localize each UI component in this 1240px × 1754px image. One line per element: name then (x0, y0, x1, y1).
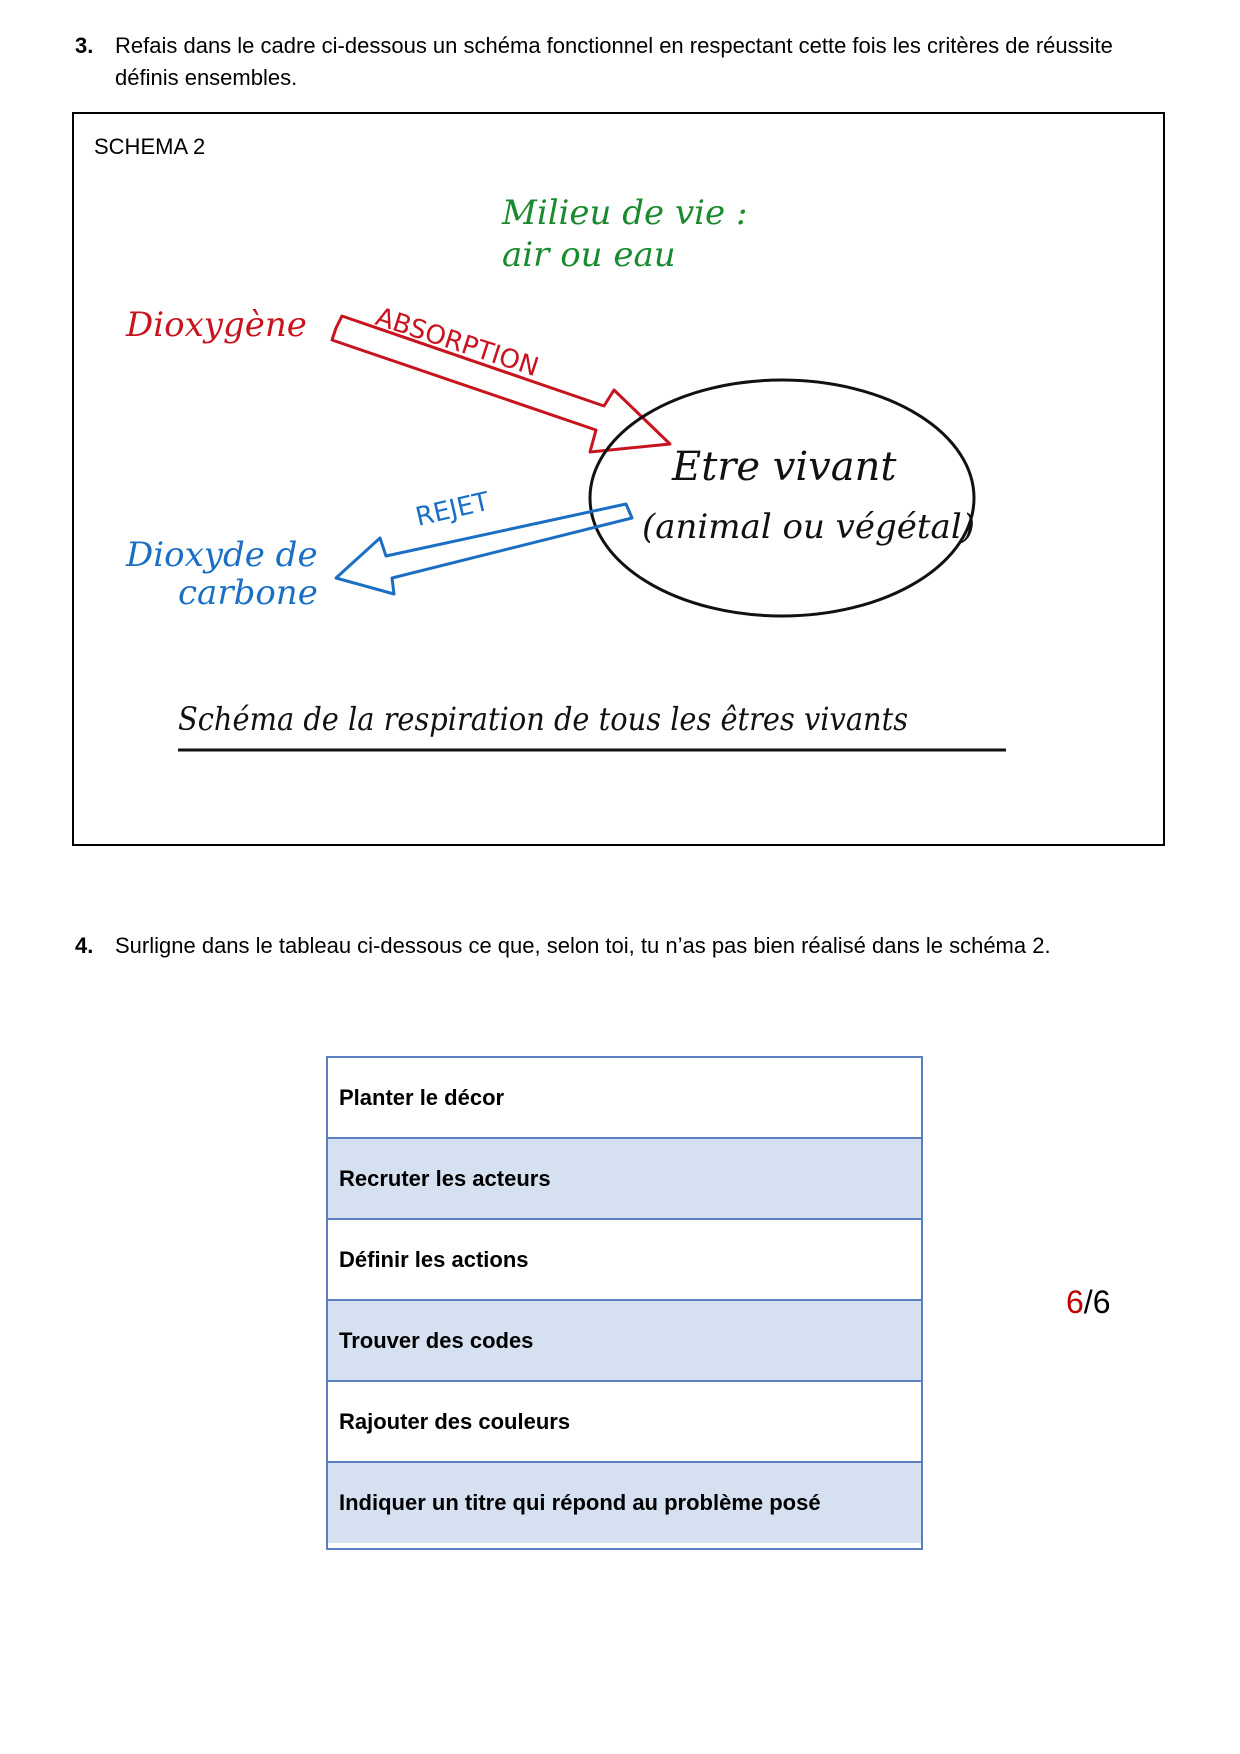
question-4 (75, 930, 1175, 996)
dioxyde-line1: Dioxyde de (126, 535, 318, 575)
etre-vivant-ellipse (590, 380, 974, 616)
milieu-line1: Milieu de vie : (502, 193, 748, 233)
criteria-row[interactable]: Rajouter des couleurs (328, 1382, 921, 1463)
schema-label: SCHEMA 2 (94, 134, 206, 159)
criteria-table (326, 1056, 923, 1550)
question-3-number: 3. (75, 33, 94, 58)
dioxygene-label: Dioxygène (126, 305, 307, 345)
question-4-number: 4. (75, 933, 94, 958)
etre-vivant-line2: (animal ou végétal) (642, 507, 975, 547)
schema-frame (72, 112, 1165, 846)
absorption-label: ABSORPTION (371, 302, 543, 383)
question-4-text: Surligne dans le tableau ci-dessous ce que, selon toi, tu n’as pas bien réalisé dans le schéma 2. (115, 933, 1051, 958)
score (1066, 1284, 1110, 1321)
question-3 (75, 30, 1175, 96)
respiration-diagram (74, 114, 1163, 844)
score-total: /6 (1083, 1284, 1111, 1320)
criteria-row[interactable]: Trouver des codes (328, 1301, 921, 1382)
dioxyde-line2: carbone (178, 573, 318, 613)
criteria-row[interactable]: Planter le décor (328, 1058, 921, 1139)
criteria-row[interactable]: Recruter les acteurs (328, 1139, 921, 1220)
criteria-row[interactable]: Définir les actions (328, 1220, 921, 1301)
score-obtained: 6 (1066, 1284, 1084, 1320)
absorption-arrow (332, 316, 670, 452)
etre-vivant-line1: Etre vivant (672, 444, 897, 490)
milieu-line2: air ou eau (502, 235, 676, 275)
schema-title: Schéma de la respiration de tous les êtres vivants (178, 700, 908, 738)
criteria-row[interactable]: Indiquer un titre qui répond au problème posé (328, 1463, 921, 1543)
rejet-label: REJET (412, 486, 493, 533)
question-3-text: Refais dans le cadre ci-dessous un schéma fonctionnel en respectant cette fois les critères de réussite définis ensembles. (115, 33, 1113, 90)
